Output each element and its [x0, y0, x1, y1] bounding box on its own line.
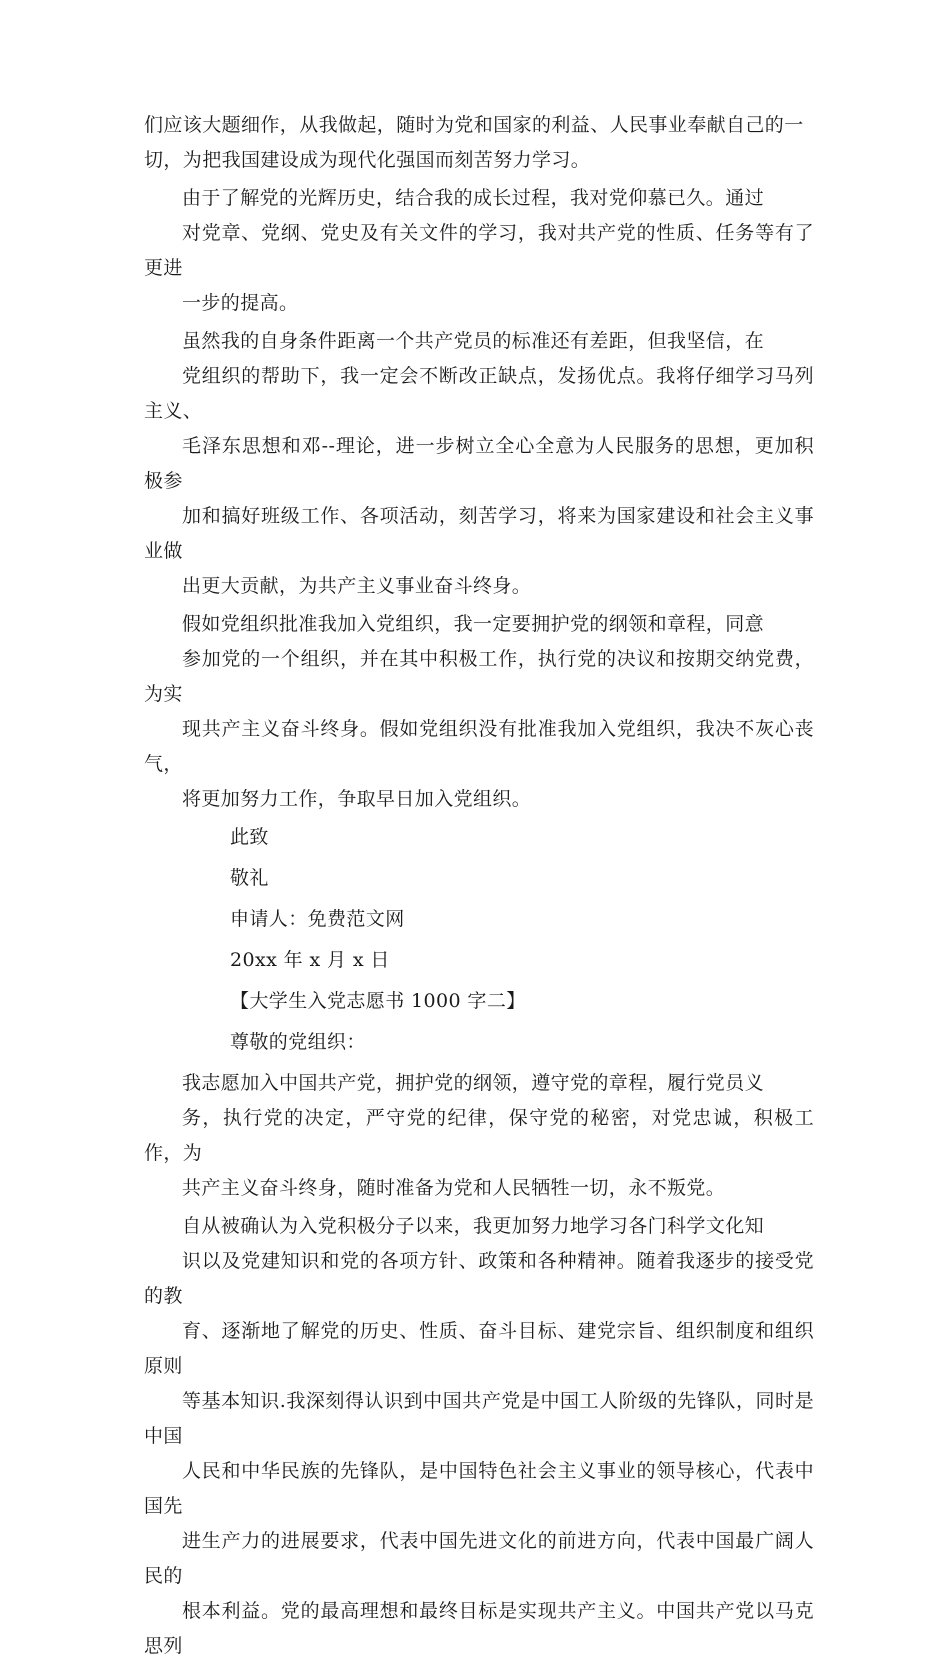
- text-line: 们应该大题细作，从我做起，随时为党和国家的利益、人民事业奉献自己的一: [144, 114, 804, 136]
- text-line: 敬礼: [230, 867, 269, 889]
- text-line: 务，执行党的决定，严守党的纪律，保守党的秘密，对党忠诚，积极工作，为: [144, 1107, 814, 1164]
- letter-line: [144, 984, 814, 1019]
- paragraph: [144, 1209, 814, 1664]
- text-line: 根本利益。党的最高理想和最终目标是实现共产主义。中国共产党以马克思列: [144, 1600, 814, 1657]
- text-line: 我志愿加入中国共产党，拥护党的纲领，遵守党的章程，履行党员义: [182, 1072, 765, 1094]
- text-line: 参加党的一个组织，并在其中积极工作，执行党的决议和按期交纳党费，为实: [144, 648, 814, 705]
- letter-line: [144, 820, 814, 855]
- text-line: 由于了解党的光辉历史，结合我的成长过程，我对党仰慕已久。通过: [182, 187, 765, 209]
- text-line: 育、逐渐地了解党的历史、性质、奋斗目标、建党宗旨、组织制度和组织原则: [144, 1320, 814, 1377]
- text-line: 【大学生入党志愿书 1000 字二】: [230, 990, 526, 1012]
- paragraph: [144, 324, 814, 604]
- text-line: 对党章、党纲、党史及有关文件的学习，我对共产党的性质、任务等有了更进: [144, 222, 814, 279]
- text-line: 切，为把我国建设成为现代化强国而刻苦努力学习。: [144, 149, 591, 171]
- text-line: 虽然我的自身条件距离一个共产党员的标准还有差距，但我坚信，在: [182, 330, 765, 352]
- text-line: 识以及党建知识和党的各项方针、政策和各种精神。随着我逐步的接受党的教: [144, 1250, 814, 1307]
- letter-line: [144, 1025, 814, 1060]
- text-line: 加和搞好班级工作、各项活动，刻苦学习，将来为国家建设和社会主义事业做: [144, 505, 814, 562]
- text-line: 将更加努力工作，争取早日加入党组织。: [182, 788, 532, 810]
- text-line: 现共产主义奋斗终身。假如党组织没有批准我加入党组织，我决不灰心丧气，: [144, 718, 814, 775]
- text-line: 人民和中华民族的先锋队，是中国特色社会主义事业的领导核心，代表中国先: [144, 1460, 814, 1517]
- text-line: 假如党组织批准我加入党组织，我一定要拥护党的纲领和章程，同意: [182, 613, 765, 635]
- text-line: 进生产力的进展要求，代表中国先进文化的前进方向，代表中国最广阔人民的: [144, 1530, 814, 1587]
- text-line: 此致: [230, 826, 269, 848]
- paragraph: [144, 1066, 814, 1206]
- letter-line: [144, 902, 814, 937]
- text-line: 共产主义奋斗终身，随时准备为党和人民牺牲一切，永不叛党。: [182, 1177, 726, 1199]
- text-line: 党组织的帮助下，我一定会不断改正缺点，发扬优点。我将仔细学习马列主义、: [144, 365, 814, 422]
- text-line: 出更大贡献，为共产主义事业奋斗终身。: [182, 575, 532, 597]
- text-line: 申请人：免费范文网: [230, 908, 405, 930]
- text-line: 尊敬的党组织：: [230, 1031, 366, 1053]
- paragraph: [144, 607, 814, 817]
- paragraph: [144, 108, 814, 178]
- text-line: 20xx 年 x 月 x 日: [230, 949, 390, 971]
- text-line: 自从被确认为入党积极分子以来，我更加努力地学习各门科学文化知: [182, 1215, 765, 1237]
- text-line: 一步的提高。: [182, 292, 299, 314]
- paragraph: [144, 181, 814, 321]
- text-line: 等基本知识.我深刻得认识到中国共产党是中国工人阶级的先锋队，同时是中国: [144, 1390, 814, 1447]
- letter-line: [144, 943, 814, 978]
- document-body: [144, 108, 814, 1667]
- letter-line: [144, 861, 814, 896]
- text-line: 毛泽东思想和邓--理论，进一步树立全心全意为人民服务的思想，更加积极参: [144, 435, 814, 492]
